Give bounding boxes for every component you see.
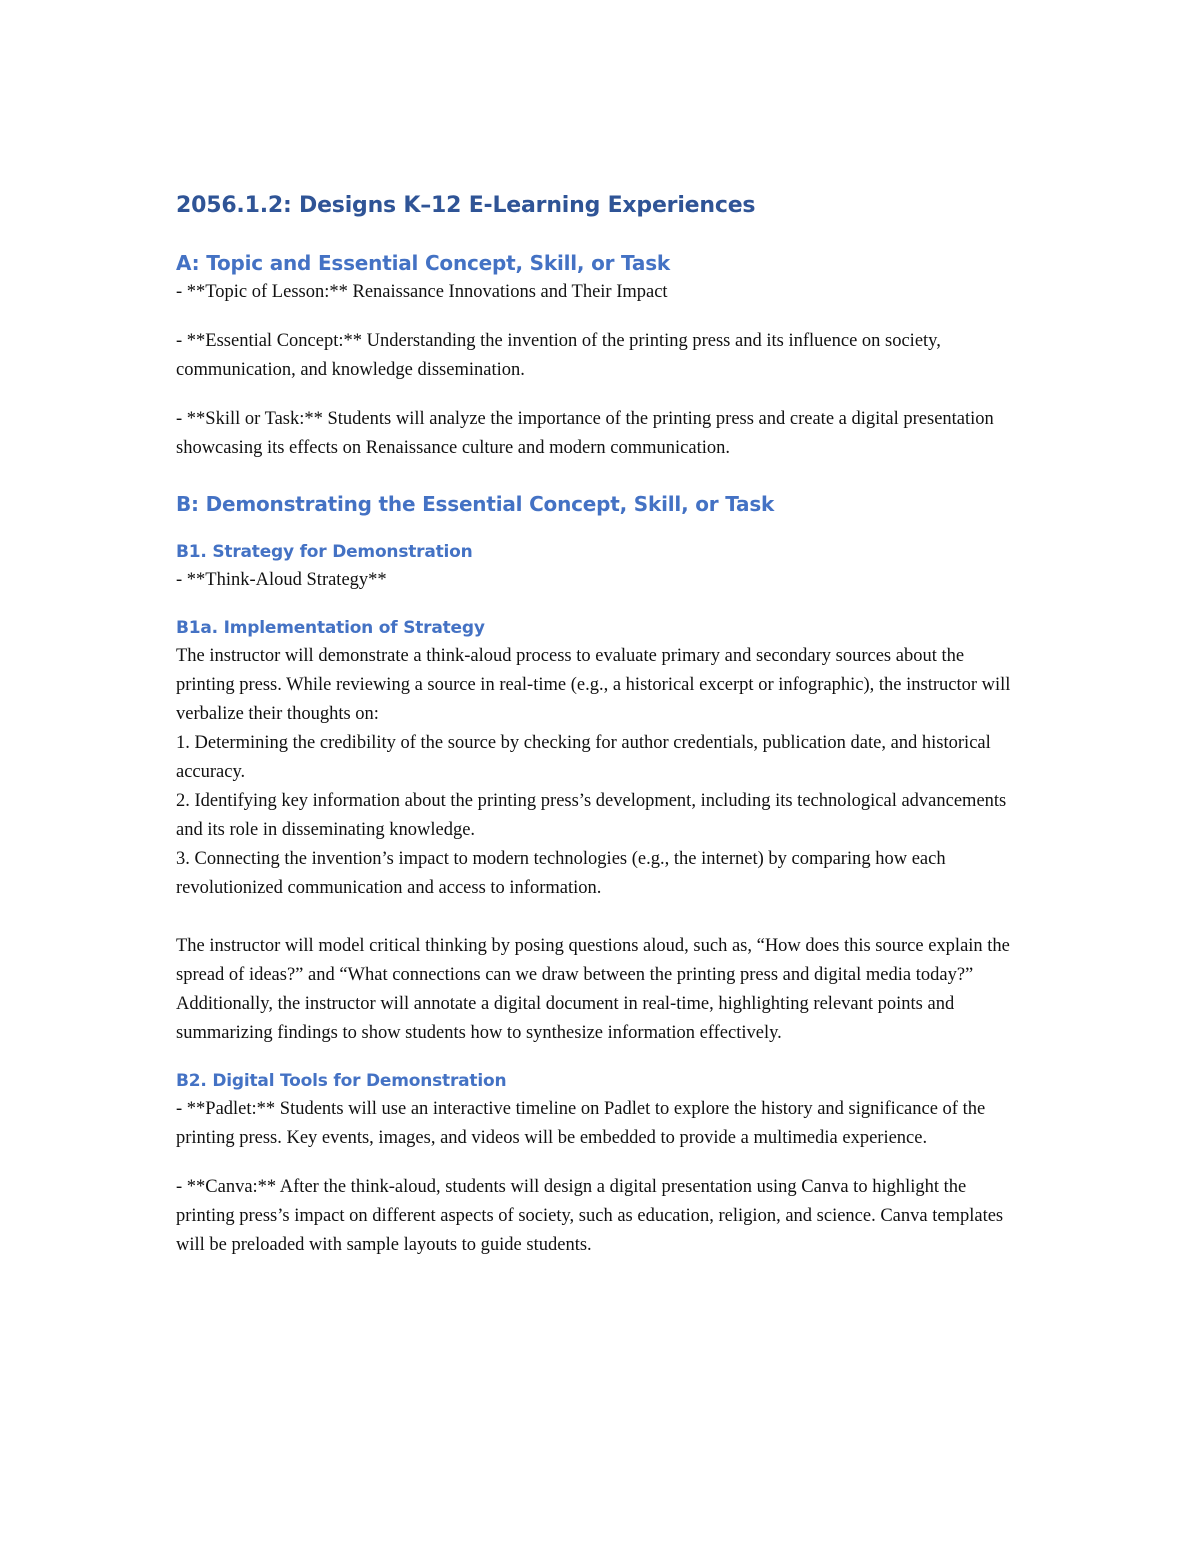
- b1a-closing: The instructor will model critical thinking by posing questions aloud, such as, “How does this source explain the spread of ideas?” and “What connections can we draw between the printing press and digital media today?” Additionally, the instructor will annotate a digital document in real-time, highlighting relevant points and summarizing findings to show students how to synthesize information effectively.: [176, 936, 1010, 1043]
- b2-canva: - **Canva:** After the think-aloud, students will design a digital presentation using Canva to highlight the printing press’s impact on different aspects of society, such as education, religion, and science. Canva templates will be preloaded with sample layouts to guide students.: [176, 1177, 1004, 1255]
- b1a-heading: B1a. Implementation of Strategy: [176, 618, 485, 638]
- section-b-heading: B: Demonstrating the Essential Concept, Skill, or Task: [176, 492, 775, 516]
- essential-concept: - **Essential Concept:** Understanding the invention of the printing press and its influence on society, communication, and knowledge dissemination.: [176, 331, 941, 380]
- section-a-heading: A: Topic and Essential Concept, Skill, or Task: [176, 251, 671, 275]
- b2-padlet: - **Padlet:** Students will use an interactive timeline on Padlet to explore the history and significance of the printing press. Key events, images, and videos will be embedded to provide a multimedia experience.: [176, 1099, 986, 1148]
- b1-heading: B1. Strategy for Demonstration: [176, 542, 473, 562]
- b1a-item-2: 2. Identifying key information about the printing press’s development, including its technological advancements and its role in disseminating knowledge.: [176, 791, 1007, 840]
- b1a-item-1: 1. Determining the credibility of the source by checking for author credentials, publication date, and historical accuracy.: [176, 733, 991, 782]
- document-page: [176, 190, 1026, 1260]
- document-title: 2056.1.2: Designs K–12 E-Learning Experiences: [176, 193, 756, 218]
- b1-strategy: - **Think-Aloud Strategy**: [176, 570, 387, 590]
- skill-or-task: - **Skill or Task:** Students will analyze the importance of the printing press and create a digital presentation showcasing its effects on Renaissance culture and modern communication.: [176, 409, 994, 458]
- topic-of-lesson: - **Topic of Lesson:** Renaissance Innovations and Their Impact: [176, 282, 668, 302]
- b1a-intro: The instructor will demonstrate a think-aloud process to evaluate primary and secondary sources about the printing press. While reviewing a source in real-time (e.g., a historical excerpt or infographic), the instructor will verbalize their thoughts on:: [176, 646, 1011, 724]
- b1a-item-3: 3. Connecting the invention’s impact to modern technologies (e.g., the internet) by comparing how each revolutionized communication and access to information.: [176, 849, 946, 898]
- b2-heading: B2. Digital Tools for Demonstration: [176, 1071, 507, 1091]
